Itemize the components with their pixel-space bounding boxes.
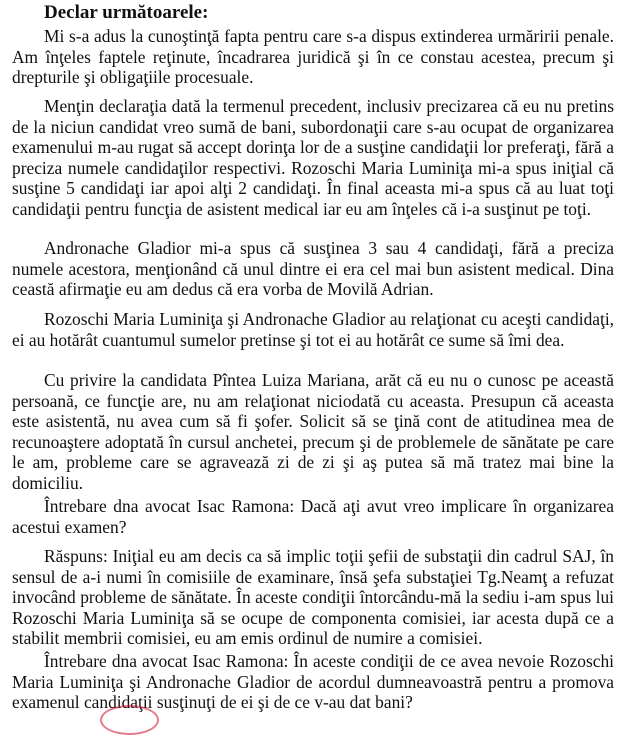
paragraph-answer-commission: Răspuns: Iniţial eu am decis ca să implic toţii şefii de substaţii din cadrul SAJ, în sensul de a-i numi în comisiile de examinare, însă şefa substaţiei Tg.Neamţ a refuzat invocând probleme de sănătate. În aceste condiţii întorcându-mă la sediu i-am spus lui Rozoschi Maria Luminiţa să se ocupe de componenta comisiei, iar acesta după ce a stabilit membrii comisiei, eu am emis ordinul de numire a comisiei. (12, 546, 614, 649)
paragraph-question-agreement: Întrebare dna avocat Isac Ramona: În aceste condiţii de ce avea nevoie Rozoschi Maria Luminiţa şi Andronache Gladior de acordul dumneavoastră pentru a promova examenul candidaţii susţinuţi de ei şi de ce v-au dat bani? (12, 651, 614, 713)
paragraph-question-involvement: Întrebare dna avocat Isac Ramona: Dacă aţi avut vreo implicare în organizarea acestui examen? (12, 496, 614, 537)
paragraph-procedural-rights: Mi s-a adus la cunoştinţă fapta pentru care s-a dispus extinderea urmăririi penale. Am înţeles faptele reţinute, încadrarea juridică şi în ce constau acestea, precum şi drepturile şi obligaţiile procesuale. (12, 26, 614, 88)
declaration-heading: Declar următoarele: (44, 2, 209, 23)
paragraph-andronache-candidates: Andronache Gladior mi-a spus că susţinea 3 sau 4 candidaţi, fără a preciza numele acestora, menţionând că unul dintre ei era cel mai bun asistent medical. Dina ceastă afirmaţie eu am dedus că era vorba de Movilă Adrian. (12, 238, 614, 300)
paragraph-sums-decided: Rozoschi Maria Luminiţa şi Andronache Gladior au relaţionat cu aceşti candidaţi, ei au hotărât cuantumul sumelor pretinse şi tot ei au hotărât ce sume să îmi dea. (12, 309, 614, 350)
stamp-mark (100, 705, 159, 735)
paragraph-pintea-candidate: Cu privire la candidata Pîntea Luiza Mariana, arăt că eu nu o cunosc pe această persoană, ce funcţie are, nu am relaţionat niciodată cu aceasta. Presupun că aceasta este asistentă, nu avea cum să fi şofer. Solicit să se ţină cont de atitudinea mea de recunoaştere adoptată în cursul anchetei, precum şi de problemele de sănătate pe care le am, probleme care se agravează zi de zi şi aş putea să mă tratez mai bine la domiciliu. (12, 370, 614, 493)
paragraph-previous-declaration: Menţin declaraţia dată la termenul precedent, inclusiv precizarea că eu nu pretins de la niciun candidat vreo sumă de bani, subordonaţii care s-au ocupat de organizarea examenului m-au rugat să accept dorinţa lor de a susţine candidaţii lor preferaţi, fără a preciza numele candidaţilor respectivi. Rozoschi Maria Luminiţa mi-a spus iniţial că susţine 5 candidaţi iar apoi alţi 2 candidaţi. În final aceasta mi-a spus că au luat toţi candidaţii pentru funcţia de asistent medical iar eu am înţeles că i-a susţinut pe toţi. (12, 96, 614, 219)
